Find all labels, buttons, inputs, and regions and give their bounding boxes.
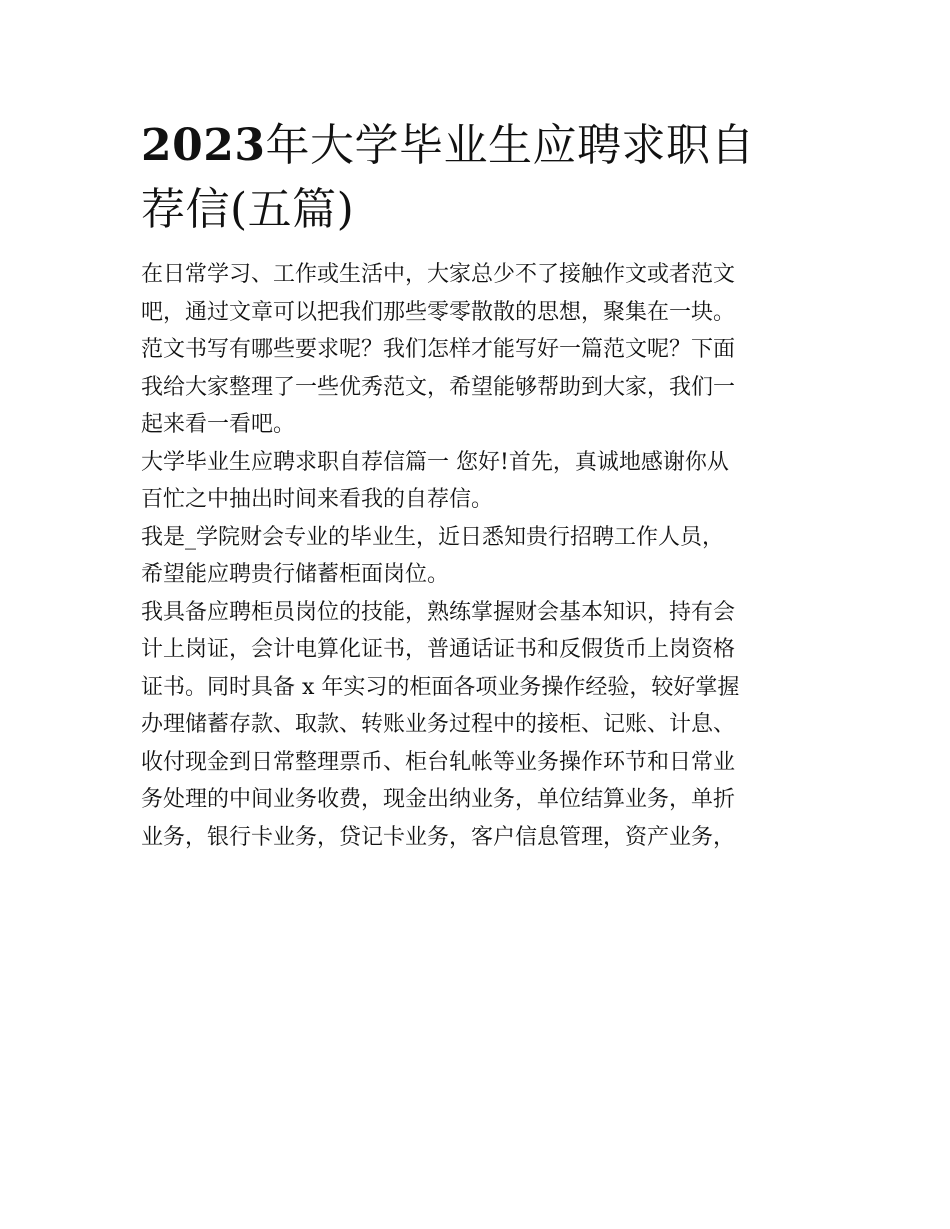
document-content (141, 114, 811, 856)
document-body (141, 256, 811, 856)
text-line: 我是_学院财会专业的毕业生，近日悉知贵行招聘工作人员， (141, 524, 725, 550)
text-line: 证书。同时具备 x 年实习的柜面各项业务操作经验，较好掌握 (141, 674, 740, 700)
text-line: 希望能应聘贵行储蓄柜面岗位。 (141, 562, 450, 587)
title-line-2: 荐信(五篇) (141, 184, 355, 235)
text-line: 务处理的中间业务收费，现金出纳业务，单位结算业务，单折 (141, 787, 736, 812)
title-year: 2023 (141, 120, 266, 171)
title-line-1-text: 年大学毕业生应聘求职自 (265, 120, 755, 171)
title-line-1 (141, 114, 811, 178)
text-line: 吧，通过文章可以把我们那些零零散散的思想，聚集在一块。 (141, 299, 736, 325)
text-line: 起来看一看吧。 (141, 412, 296, 437)
text-line: 办理储蓄存款、取款、转账业务过程中的接柜、记账、计息、 (141, 712, 736, 737)
text-line: 收付现金到日常整理票币、柜台轧帐等业务操作环节和日常业 (141, 749, 736, 775)
paragraph-intro (141, 256, 811, 444)
text-line: 我给大家整理了一些优秀范文，希望能够帮助到大家，我们一 (141, 374, 736, 400)
text-line: 我具备应聘柜员岗位的技能，熟练掌握财会基本知识，持有会 (141, 599, 736, 625)
paragraph-self-intro (141, 519, 811, 594)
paragraph-skills (141, 594, 811, 857)
text-line: 大学毕业生应聘求职自荐信篇一 您好!首先，真诚地感谢你从 (141, 449, 729, 475)
text-line: 百忙之中抽出时间来看我的自荐信。 (141, 487, 494, 512)
paragraph-greeting (141, 444, 811, 519)
text-line: 计上岗证，会计电算化证书，普通话证书和反假货币上岗资格 (141, 637, 736, 662)
document-title (141, 114, 811, 242)
text-line: 业务，银行卡业务，贷记卡业务，客户信息管理，资产业务， (141, 824, 736, 850)
text-line: 范文书写有哪些要求呢？我们怎样才能写好一篇范文呢？下面 (141, 337, 736, 362)
text-line: 在日常学习、工作或生活中，大家总少不了接触作文或者范文 (141, 262, 736, 287)
